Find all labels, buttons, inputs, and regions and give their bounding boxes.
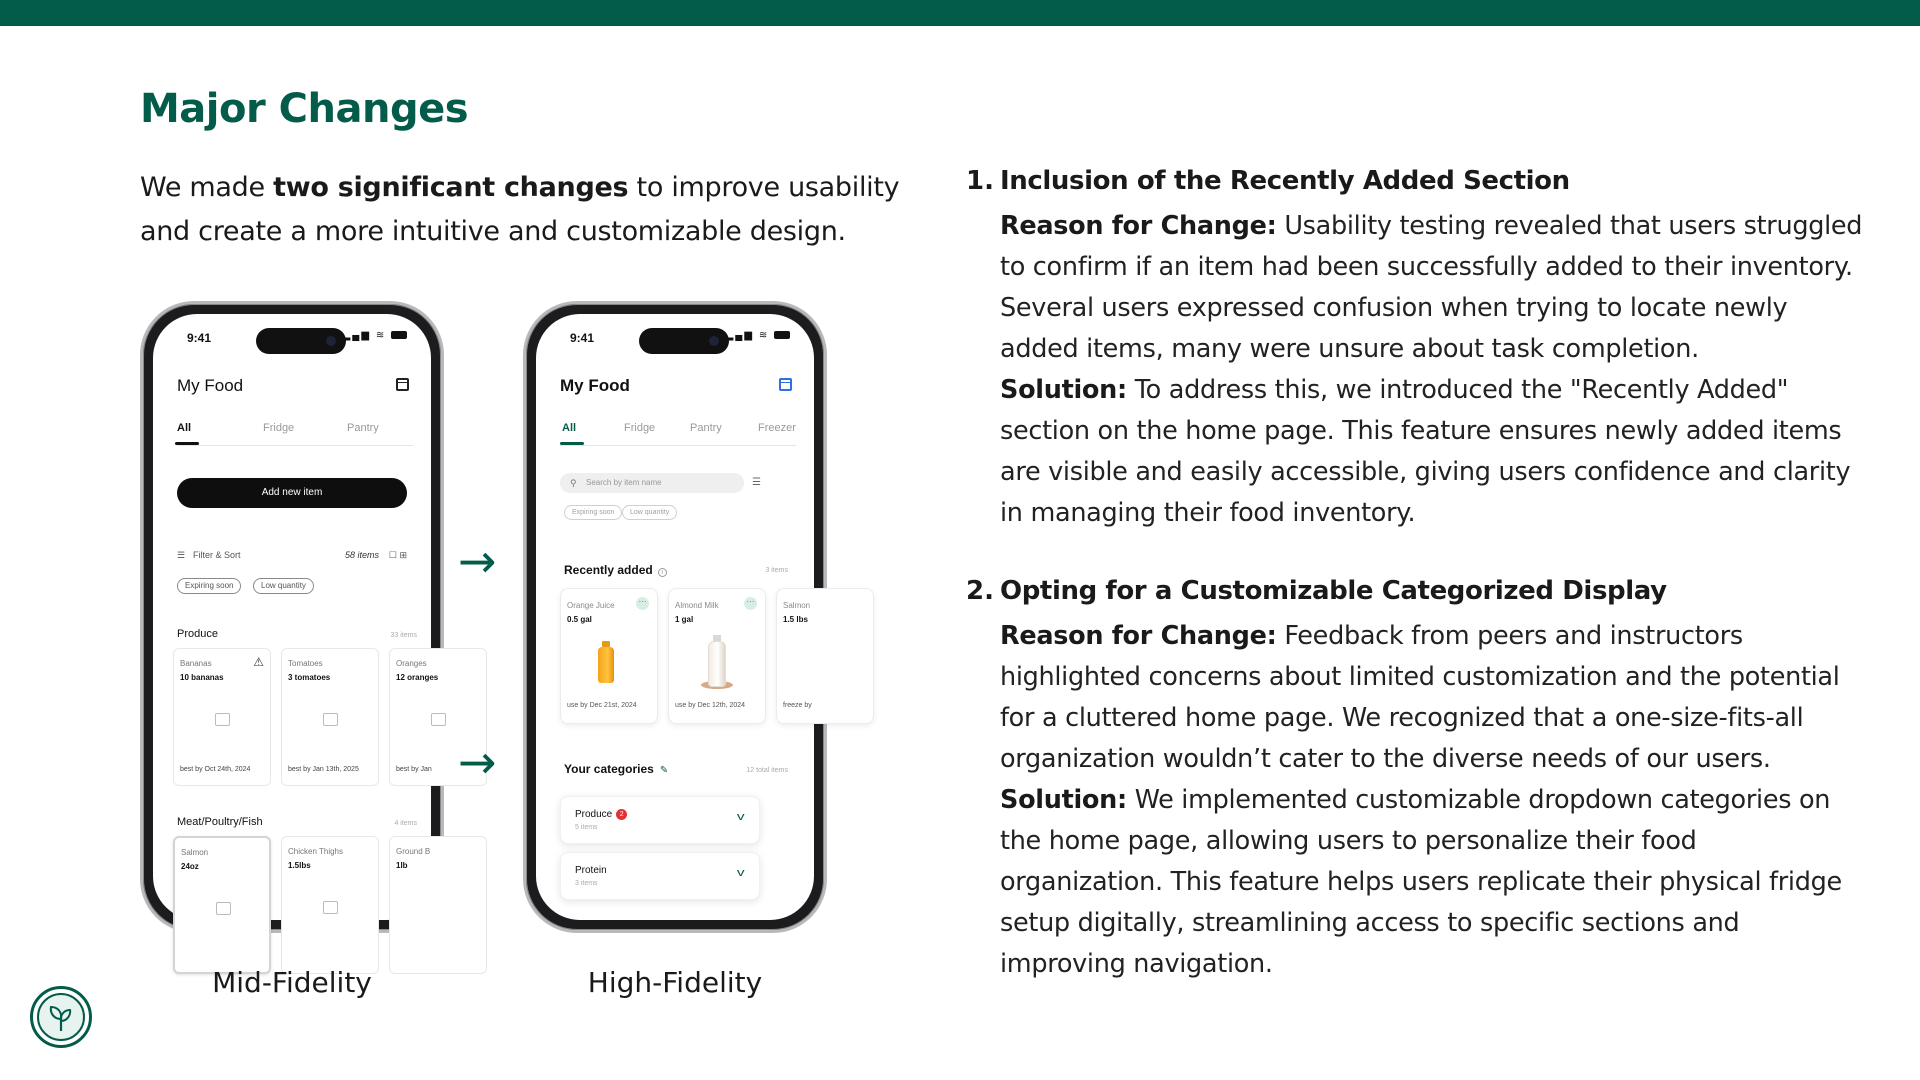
mid-phone-screen	[153, 314, 439, 920]
warning-icon: ⚠	[253, 655, 264, 669]
change-reason: Reason for Change: Usability testing revealed that users struggled to confirm if an item had been successfully added to their inventory. Several users expressed confusion when trying to locate newly added items, many were unsure about task completion.	[1000, 211, 1863, 364]
item-card[interactable]: Ground B 1lb	[389, 836, 487, 974]
search-icon: ⚲	[570, 478, 577, 488]
dynamic-island	[256, 328, 346, 354]
status-time: 9:41	[570, 331, 595, 345]
category-dropdown-protein[interactable]: Protein 3 items v	[560, 852, 760, 900]
tab-pantry[interactable]: Pantry	[347, 422, 379, 434]
edit-pencil-icon[interactable]: ✎	[659, 765, 669, 776]
arrow-right-icon: →	[458, 735, 497, 789]
battery-icon	[391, 331, 407, 339]
tab-all[interactable]: All	[177, 422, 192, 434]
top-accent-bar	[0, 0, 1920, 26]
change-heading: Inclusion of the Recently Added Section	[1000, 166, 1570, 196]
item-card[interactable]: Bananas 10 bananas ⚠ best by Oct 24th, 2024	[173, 648, 271, 786]
chip-expiring-soon[interactable]: Expiring soon	[564, 505, 622, 520]
change-heading: Opting for a Customizable Categorized Display	[1000, 576, 1667, 606]
intro-emphasis: two significant changes	[273, 172, 629, 203]
more-icon[interactable]: ···	[636, 597, 649, 610]
tab-fridge[interactable]: Fridge	[263, 422, 295, 434]
tab-freezer[interactable]: Freezer	[758, 422, 796, 434]
chevron-down-icon[interactable]: v	[736, 867, 745, 879]
image-placeholder-icon	[323, 713, 338, 726]
recent-item-card[interactable]: Salmon 1.5 lbs freeze by	[776, 588, 874, 724]
recently-added-heading: Recently added i	[564, 563, 667, 577]
almond-milk-image	[707, 635, 727, 687]
recently-added-count: 3 items	[765, 567, 788, 574]
image-placeholder-icon	[216, 902, 231, 915]
view-toggle-icon[interactable]: ☐ ⊞	[388, 550, 407, 560]
tabs-divider	[560, 445, 796, 446]
categories-count: 12 total items	[746, 767, 788, 774]
item-count: 58 items	[344, 550, 379, 560]
produce-heading: Produce	[177, 628, 218, 640]
page-title: Major Changes	[140, 86, 469, 132]
change-number: 1.	[966, 166, 994, 196]
change-number: 2.	[966, 576, 994, 606]
chip-low-quantity[interactable]: Low quantity	[253, 578, 314, 594]
item-card[interactable]: Oranges 12 oranges best by Jan	[389, 648, 487, 786]
image-placeholder-icon	[431, 713, 446, 726]
image-placeholder-icon	[215, 713, 230, 726]
filter-chips	[560, 505, 790, 523]
high-fidelity-phone	[523, 301, 827, 933]
category-dropdown-produce[interactable]: Produce 2 5 items v	[560, 796, 760, 844]
arrow-right-icon: →	[458, 534, 497, 588]
filter-icon[interactable]: ☰	[752, 477, 761, 488]
filter-sort-label[interactable]: Filter & Sort	[193, 550, 241, 560]
leaf-logo-icon	[30, 986, 92, 1048]
high-fidelity-caption: High-Fidelity	[587, 966, 763, 999]
change-reason: Reason for Change: Feedback from peers and instructors highlighted concerns about limited customization and the potential for a cluttered home page. We recognized that a one-size-fits-all organization wouldn’t cater to the diverse needs of our users.	[1000, 621, 1840, 774]
calendar-icon[interactable]	[779, 378, 792, 391]
more-icon[interactable]: ···	[744, 597, 757, 610]
recent-item-card[interactable]: Almond Milk 1 gal ··· use by Dec 12th, 2024	[668, 588, 766, 724]
info-icon[interactable]: i	[658, 568, 667, 577]
high-phone-screen	[536, 314, 814, 920]
produce-count: 33 items	[390, 632, 417, 639]
tabs-divider	[177, 445, 413, 446]
change-solution: Solution: We implemented customizable dropdown categories on the home page, allowing users to personalize their food organization. This feature helps users replicate their physical fridge setup digitally, streamlining access to specific sections and improving navigation.	[1000, 785, 1842, 979]
change-solution: Solution: To address this, we introduced the "Recently Added" section on the home page. This feature ensures newly added items are visible and easily accessible, giving users confidence and clarity in managing their food inventory.	[1000, 375, 1851, 528]
tab-all[interactable]: All	[562, 422, 577, 434]
battery-icon	[774, 331, 790, 339]
filter-chips	[177, 578, 407, 596]
image-placeholder-icon	[323, 901, 338, 914]
your-categories-heading: Your categories ✎	[564, 762, 669, 776]
chip-low-quantity[interactable]: Low quantity	[622, 505, 677, 520]
app-title: My Food	[177, 376, 244, 395]
add-new-item-button[interactable]: Add new item	[177, 478, 407, 508]
recent-item-card[interactable]: Orange Juice 0.5 gal ··· use by Dec 21st, 2024	[560, 588, 658, 724]
notification-badge: 2	[616, 809, 627, 820]
meat-heading: Meat/Poultry/Fish	[177, 816, 263, 828]
search-placeholder: Search by item name	[586, 478, 662, 487]
mid-fidelity-caption: Mid-Fidelity	[212, 966, 372, 999]
status-icons: ▂▄▆ ≋	[726, 330, 790, 341]
item-card[interactable]: Chicken Thighs 1.5lbs	[281, 836, 379, 974]
status-time: 9:41	[187, 331, 212, 345]
item-card[interactable]: Salmon 24oz	[173, 836, 271, 974]
orange-juice-image	[598, 641, 614, 683]
tab-pantry[interactable]: Pantry	[690, 422, 722, 434]
status-icons: ▂▄▆ ≋	[343, 330, 407, 341]
chevron-down-icon[interactable]: v	[736, 811, 745, 823]
mid-fidelity-phone	[140, 301, 444, 933]
tab-fridge[interactable]: Fridge	[624, 422, 656, 434]
calendar-icon[interactable]	[396, 378, 409, 391]
chip-expiring-soon[interactable]: Expiring soon	[177, 578, 241, 594]
app-title: My Food	[560, 376, 630, 395]
filter-icon[interactable]: ☰	[177, 550, 186, 560]
intro-text: We made two significant changes to improve usability and create a more intuitive and customizable design.	[140, 172, 900, 247]
item-card[interactable]: Tomatoes 3 tomatoes best by Jan 13th, 2025	[281, 648, 379, 786]
meat-count: 4 items	[394, 820, 417, 827]
search-input[interactable]	[560, 473, 744, 493]
dynamic-island	[639, 328, 729, 354]
filter-row	[177, 550, 407, 564]
